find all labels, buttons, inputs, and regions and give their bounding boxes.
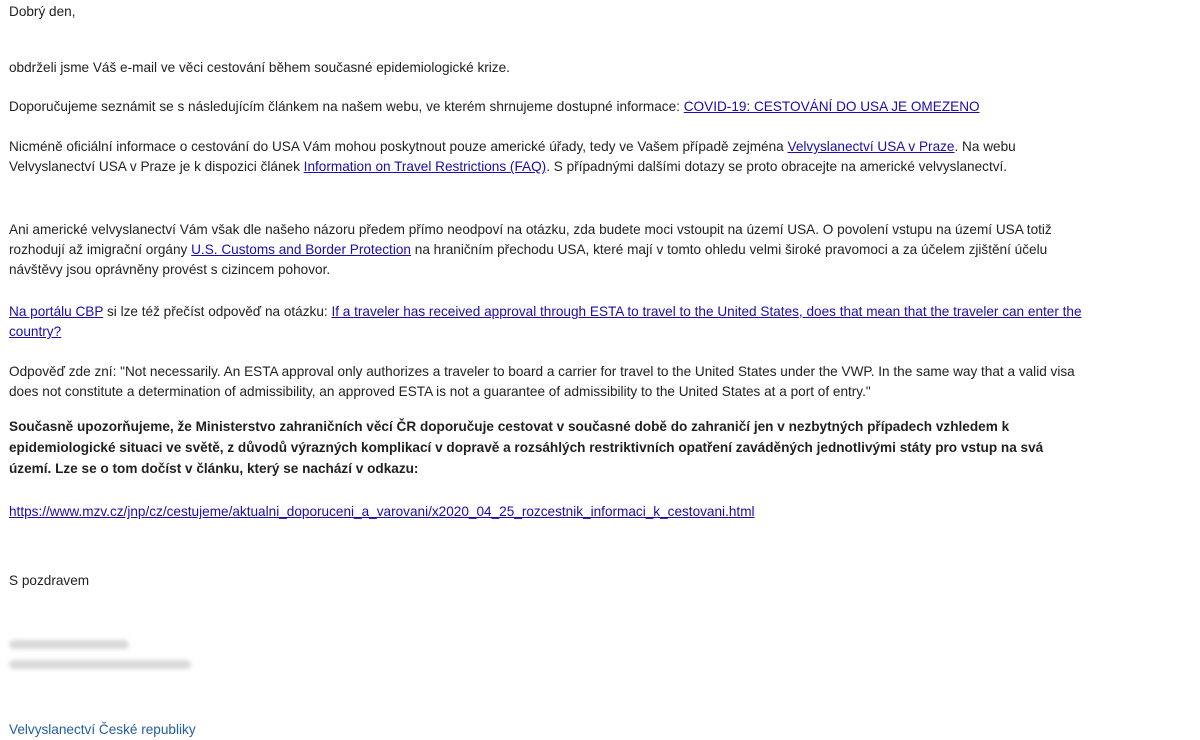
paragraph-esta-answer xyxy=(9,362,1195,402)
paragraph-cbp-line-2 xyxy=(9,240,1195,260)
paragraph-esta-question xyxy=(9,302,1195,342)
paragraph-article xyxy=(9,97,1195,117)
paragraph-us-embassy-text-4: . S případnými dalšími dotazy se proto obracejte na americké velvyslanectví. xyxy=(546,159,1008,174)
paragraph-cbp-line-1: Ani americké velvyslanectví Vám však dle našeho názoru předem přímo neodpoví na otázku, zda budete moci vstoupit na území USA. O povolení vstupu na území USA totiž xyxy=(9,222,1052,237)
paragraph-esta-text: si lze též přečíst odpověď na otázku: xyxy=(103,304,332,319)
paragraph-cbp-line-3: návštěvy jsou oprávněny provést s cizincem pohovor. xyxy=(9,262,331,277)
paragraph-us-embassy-text-1: Nicméně oficiální informace o cestování do USA Vám mohou poskytnout pouze americké úřady, tedy ve Vašem případě zejména xyxy=(9,139,788,154)
cbp-link[interactable]: U.S. Customs and Border Protection xyxy=(191,242,411,257)
esta-question-link[interactable]: If a traveler has received approval through ESTA to travel to the United States, does that mean that the traveler can enter the xyxy=(331,304,1082,319)
paragraph-cbp-text-2: na hraničním přechodu USA, které mají v tomto ohledu velmi široké pravomoci a za účelem zjištění účelu xyxy=(410,242,1048,257)
redacted-signature-name xyxy=(9,640,129,649)
paragraph-article-text: Doporučujeme seznámit se s následujícím článkem na našem webu, ve kterém shrnujeme dostupné informace: xyxy=(9,99,684,114)
paragraph-us-embassy-text-2: . Na webu xyxy=(954,139,1016,154)
paragraph-mfa-warning-line-2: epidemiologické situaci ve světě, z důvodů výrazných komplikací v dopravě a rozsáhlých restriktivních opatření zaváděných jednotlivými státy pro vstup na svá xyxy=(9,440,1044,455)
esta-question-link-continued[interactable]: country? xyxy=(9,324,62,339)
redacted-signature-title xyxy=(9,660,191,669)
paragraph-mfa-warning-line-1: Současně upozorňujeme, že Ministerstvo zahraničních věcí ČR doporučuje cestovat v současné době do zahraničí jen v nezbytných případech vzhledem k xyxy=(9,419,1010,434)
paragraph-cbp xyxy=(9,220,1195,280)
paragraph-us-embassy-line-1 xyxy=(9,137,1195,157)
paragraph-us-embassy-text-3: Velvyslanectví USA v Praze je k dispozici článek xyxy=(9,159,304,174)
travel-restrictions-faq-link[interactable]: Information on Travel Restrictions (FAQ) xyxy=(303,159,547,174)
paragraph-esta-answer-line-1: Odpověď zde zní: "Not necessarily. An ESTA approval only authorizes a traveler to board a carrier for travel to the United States under the VWP. In the same way that a valid visa xyxy=(9,364,1075,379)
paragraph-esta-line-2 xyxy=(9,322,1195,342)
greeting: Dobrý den, xyxy=(9,4,76,19)
covid-article-link[interactable]: COVID-19: CESTOVÁNÍ DO USA JE OMEZENO xyxy=(683,99,980,114)
paragraph-intro: obdrželi jsme Váš e-mail ve věci cestování během současné epidemiologické krize. xyxy=(9,60,510,75)
paragraph-cbp-text-1: rozhodují až imigrační orgány xyxy=(9,242,192,257)
paragraph-mfa-warning xyxy=(9,416,1195,479)
embassy-name: Velvyslanectví České republiky xyxy=(9,722,196,737)
cbp-portal-link[interactable]: Na portálu CBP xyxy=(9,304,104,319)
us-embassy-link[interactable]: Velvyslanectví USA v Praze xyxy=(787,139,955,154)
paragraph-esta-answer-line-2: does not constitute a determination of admissibility, an approved ESTA is not a guarantee of admissibility to the United States at a port of entry." xyxy=(9,384,871,399)
mfa-url-paragraph xyxy=(9,502,1195,522)
paragraph-us-embassy xyxy=(9,137,1195,177)
mfa-travel-info-link[interactable]: https://www.mzv.cz/jnp/cz/cestujeme/aktualni_doporuceni_a_varovani/x2020_04_25_rozcestnik_informaci_k_cestovani.html xyxy=(9,504,755,519)
paragraph-mfa-warning-line-3: území. Lze se o tom dočíst v článku, který se nachází v odkazu: xyxy=(9,461,419,476)
paragraph-us-embassy-line-2 xyxy=(9,157,1195,177)
closing: S pozdravem xyxy=(9,573,90,588)
paragraph-esta-line-1 xyxy=(9,302,1195,322)
